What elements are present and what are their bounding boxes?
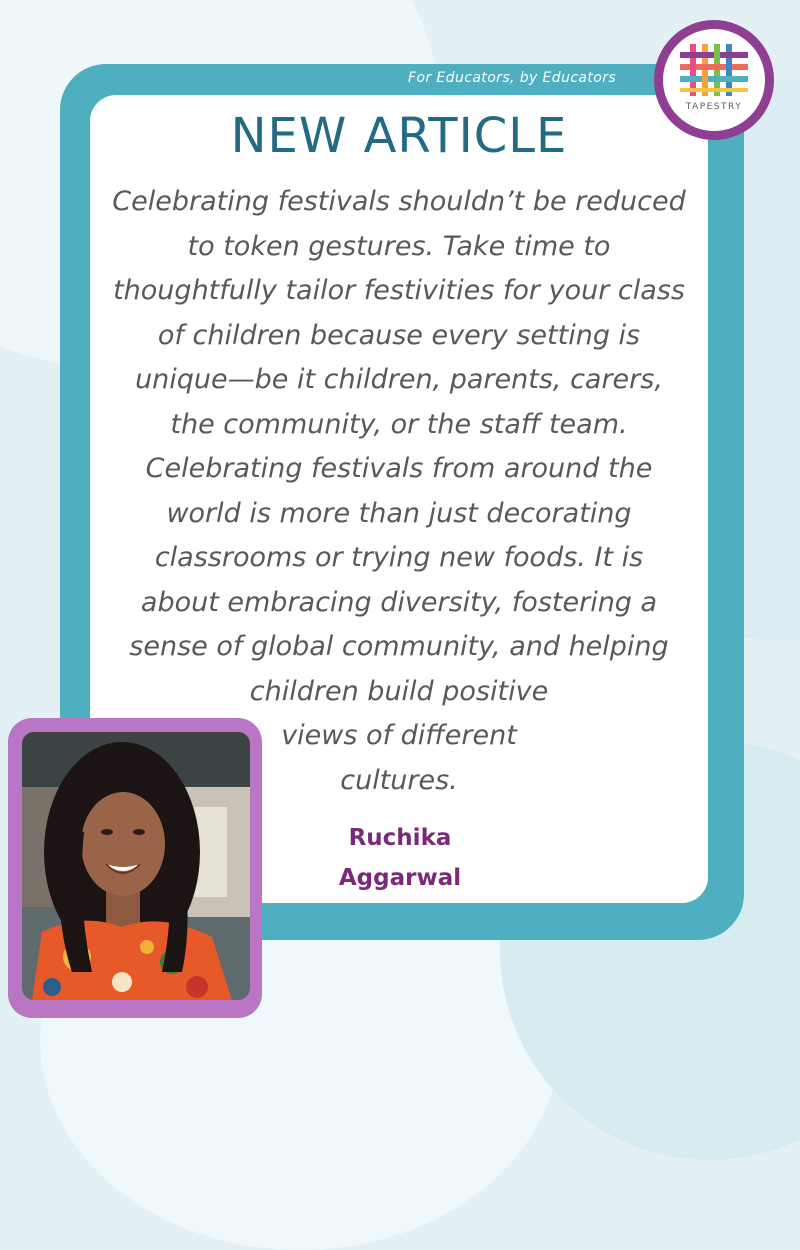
article-line: world is more than just decorating xyxy=(166,497,632,529)
author-name xyxy=(300,818,500,898)
article-line: views of different xyxy=(281,720,517,751)
author-photo xyxy=(22,732,250,1000)
article-line: children build positive xyxy=(249,675,549,707)
tapestry-weave-icon xyxy=(676,42,752,98)
page-title: NEW ARTICLE xyxy=(230,108,568,164)
article-line: Celebrating festivals from around the xyxy=(145,453,653,484)
author-last-name: Aggarwal xyxy=(338,865,462,891)
article-line: the community, or the staff team. xyxy=(170,408,628,440)
article-body xyxy=(96,180,702,803)
tagline: For Educators, by Educators xyxy=(408,70,617,86)
article-line: about embracing diversity, fostering a xyxy=(140,586,658,618)
article-line: of children because every setting is xyxy=(157,319,641,351)
article-line: classrooms or trying new foods. It is xyxy=(154,542,644,573)
logo-text: TAPESTRY xyxy=(685,102,743,112)
article-line: to token gestures. Take time to xyxy=(187,230,611,262)
tapestry-logo xyxy=(654,20,774,140)
article-line: cultures. xyxy=(340,764,458,796)
author-first-name: Ruchika xyxy=(348,825,452,851)
author-photo-frame xyxy=(8,718,262,1018)
article-line: thoughtfully tailor festivities for your class xyxy=(113,275,685,306)
article-line: Celebrating festivals shouldn’t be reduced xyxy=(112,186,686,217)
article-line: unique—be it children, parents, carers, xyxy=(135,364,663,395)
article-line: sense of global community, and helping xyxy=(129,631,669,662)
